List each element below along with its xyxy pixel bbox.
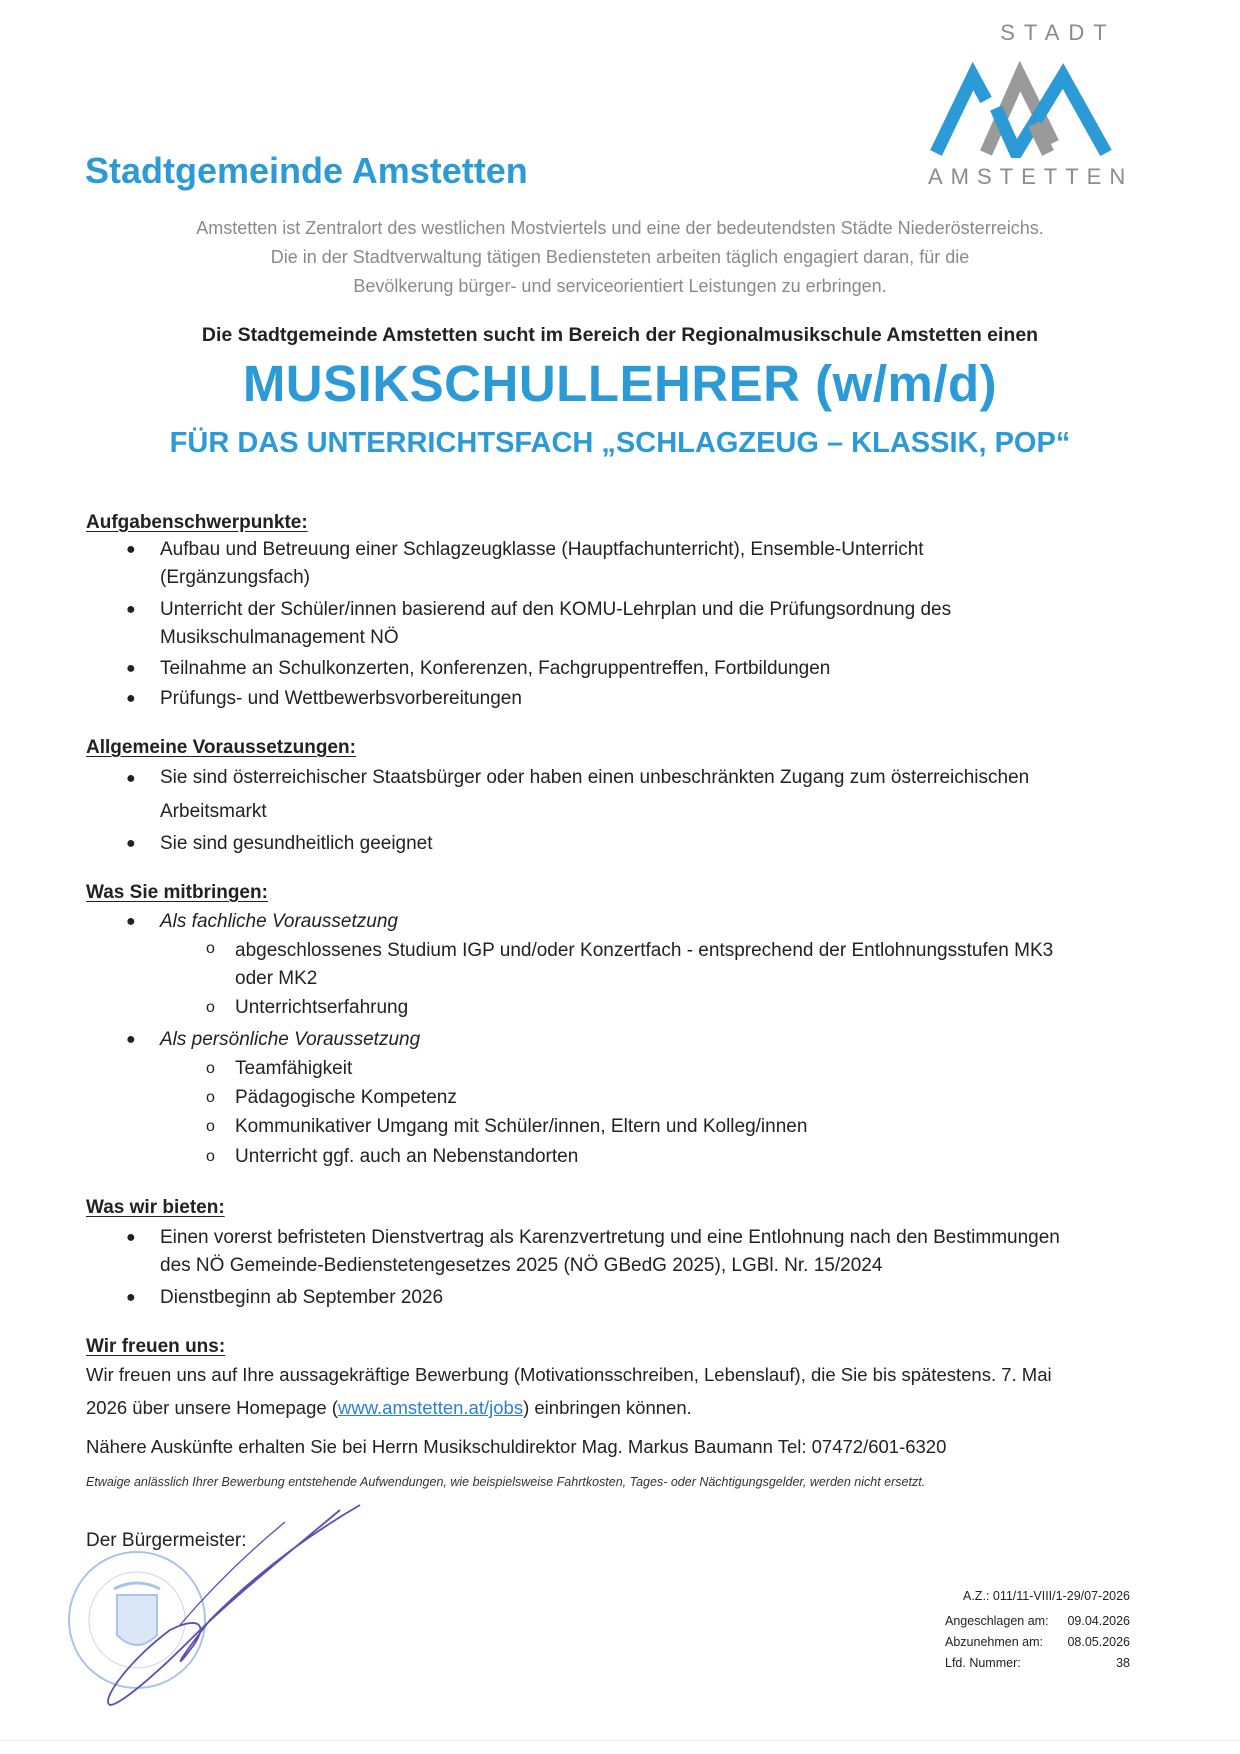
list-item: Einen vorerst befristeten Dienstvertrag als Karenzvertretung und eine Entlohnung nach den Bestimmungen des NÖ Gemeinde-Bedienstetengesetzes 2025 (NÖ GBedG 2025), LGBl. Nr. 15/2024 bbox=[160, 1227, 1060, 1276]
circle-bullet-icon: o bbox=[206, 1118, 215, 1135]
list-item: Aufbau und Betreuung einer Schlagzeugklasse (Hauptfachunterricht), Ensemble-Unterricht (Ergänzungsfach) bbox=[160, 539, 924, 588]
list-item: Pädagogische Kompetenz bbox=[235, 1087, 457, 1108]
posted-date: 09.04.2026 bbox=[1067, 1614, 1130, 1628]
bullet-icon: ● bbox=[126, 835, 136, 852]
list-item: Prüfungs- und Wettbewerbsvorbereitungen bbox=[160, 688, 522, 709]
circle-bullet-icon: o bbox=[206, 1089, 215, 1106]
list-item: Unterricht der Schüler/innen basierend auf den KOMU-Lehrplan und die Prüfungsordnung des Musikschulmanagement NÖ bbox=[160, 599, 952, 648]
section-heading-requirements: Allgemeine Voraussetzungen: bbox=[86, 737, 356, 758]
contact-text: Nähere Auskünfte erhalten Sie bei Herrn Musikschuldirektor Mag. Markus Baumann Tel: 07472/601-6320 bbox=[86, 1436, 947, 1457]
city-logo bbox=[928, 14, 1134, 194]
circle-bullet-icon: o bbox=[206, 1060, 215, 1077]
logo-text-top: STADT bbox=[1000, 20, 1116, 45]
list-item: Dienstbeginn ab September 2026 bbox=[160, 1287, 444, 1308]
lead-text: Die Stadtgemeinde Amstetten sucht im Bereich der Regionalmusikschule Amstetten einen bbox=[201, 324, 1039, 346]
list-item: Unterrichtserfahrung bbox=[235, 997, 409, 1018]
list-item: Kommunikativer Umgang mit Schüler/innen, Eltern und Kolleg/innen bbox=[235, 1116, 808, 1137]
bullet-icon: ● bbox=[126, 913, 136, 930]
list-item: Teilnahme an Schulkonzerten, Konferenzen, Fachgruppentreffen, Fortbildungen bbox=[160, 658, 831, 679]
remove-label: Abzunehmen am: bbox=[945, 1635, 1043, 1649]
circle-bullet-icon: o bbox=[206, 940, 215, 957]
intro-line: Bevölkerung bürger- und serviceorientiert Leistungen zu erbringen. bbox=[353, 276, 887, 296]
group-label: Als fachliche Voraussetzung bbox=[160, 911, 398, 932]
logo-text-bottom: AMSTETTEN bbox=[928, 164, 1134, 189]
list-item: Sie sind österreichischer Staatsbürger oder haben einen unbeschränkten Zugang zum österreichischen Arbeitsmarkt bbox=[160, 767, 1030, 822]
bullet-icon: ● bbox=[126, 1229, 136, 1246]
bullet-icon: ● bbox=[126, 690, 136, 707]
section-heading-tasks: Aufgabenschwerpunkte: bbox=[86, 512, 308, 533]
intro-line: Die in der Stadtverwaltung tätigen Bediensteten arbeiten täglich engagiert daran, für die bbox=[270, 247, 970, 267]
bullet-icon: ● bbox=[126, 541, 136, 558]
circle-bullet-icon: o bbox=[206, 1148, 215, 1165]
list-item: Sie sind gesundheitlich geeignet bbox=[160, 833, 433, 854]
group-label: Als persönliche Voraussetzung bbox=[160, 1029, 421, 1050]
section-heading-closing: Wir freuen uns: bbox=[86, 1336, 226, 1357]
bullet-icon: ● bbox=[126, 660, 136, 677]
number-value: 38 bbox=[1116, 1656, 1130, 1670]
job-title: MUSIKSCHULLEHRER (w/m/d) bbox=[242, 355, 998, 412]
mayor-label: Der Bürgermeister: bbox=[86, 1530, 247, 1551]
footer-divider bbox=[0, 1740, 1240, 1741]
intro-line: Amstetten ist Zentralort des westlichen Mostviertels und eine der bedeutendsten Städte Niederösterreichs. bbox=[196, 218, 1044, 238]
signature-icon bbox=[60, 1500, 380, 1710]
jobs-link[interactable]: www.amstetten.at/jobs bbox=[337, 1397, 524, 1418]
intro-text bbox=[0, 214, 1240, 301]
logo-mountains-icon bbox=[928, 58, 1128, 158]
list-item: Teamfähigkeit bbox=[235, 1058, 353, 1079]
bullet-icon: ● bbox=[126, 1031, 136, 1048]
reference-number: A.Z.: 011/11-VIII/1-29/07-2026 bbox=[963, 1589, 1130, 1603]
section-heading-bring: Was Sie mitbringen: bbox=[86, 882, 268, 903]
remove-date: 08.05.2026 bbox=[1067, 1635, 1130, 1649]
circle-bullet-icon: o bbox=[206, 999, 215, 1016]
disclaimer-text: Etwaige anlässlich Ihrer Bewerbung entstehende Aufwendungen, wie beispielsweise Fahrtkosten, Tages- oder Nächtigungsgelder, werden nicht ersetzt. bbox=[86, 1475, 926, 1489]
number-label: Lfd. Nummer: bbox=[945, 1656, 1021, 1670]
list-item: Unterricht ggf. auch an Nebenstandorten bbox=[235, 1146, 579, 1167]
org-title: Stadtgemeinde Amstetten bbox=[85, 150, 528, 191]
posted-label: Angeschlagen am: bbox=[945, 1614, 1049, 1628]
bullet-icon: ● bbox=[126, 1289, 136, 1306]
bullet-icon: ● bbox=[126, 601, 136, 618]
closing-text: Wir freuen uns auf Ihre aussagekräftige Bewerbung (Motivationsschreiben, Lebenslauf), die Sie bis spätestens. 7. Mai 2026 über unsere Homepage (www.amstetten.at/jobs) einbringen können. bbox=[86, 1364, 1052, 1418]
bullet-icon: ● bbox=[126, 770, 136, 787]
job-subtitle: FÜR DAS UNTERRICHTSFACH „SCHLAGZEUG – KLASSIK, POP“ bbox=[169, 427, 1071, 459]
section-heading-offer: Was wir bieten: bbox=[86, 1197, 225, 1218]
list-item: abgeschlossenes Studium IGP und/oder Konzertfach - entsprechend der Entlohnungsstufen MK3 oder MK2 bbox=[235, 940, 1054, 989]
